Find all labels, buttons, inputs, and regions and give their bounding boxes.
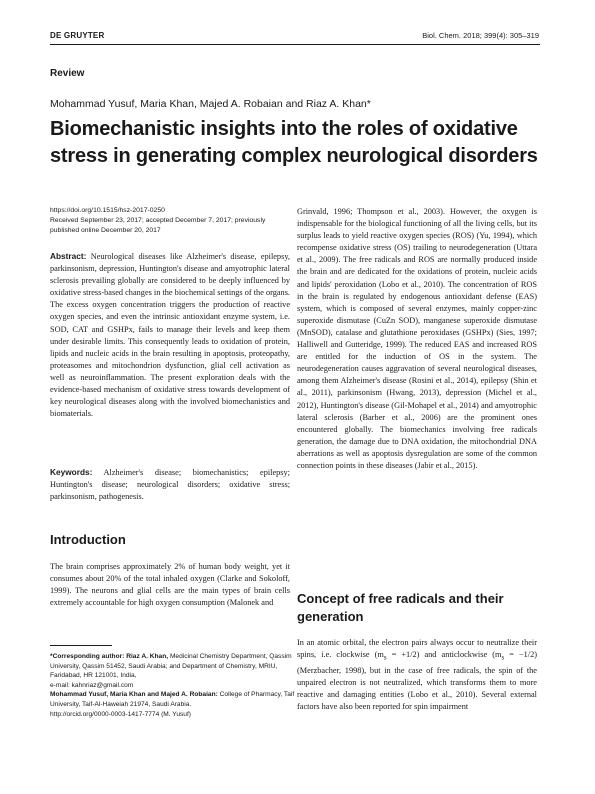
corresponding-author-affiliation: Medicinal Chemistry Department, Qassim University, Qassim 51452, Saudi Arabia; and Department of Chemistry, MRIU, Faridabad, HR 121001, India,: [50, 653, 292, 680]
introduction-text: The brain comprises approximately 2% of human body weight, yet it consumes about 20% of the total inhaled oxygen (Clarke and Sokoloff, 1999). The neurons and glial cells are the main types of brain cells extremely accountable for high oxygen consumption (Malonek and: [50, 562, 290, 608]
abstract: [50, 250, 290, 420]
concept-text-part-2: = +1/2) and anticlockwise (m: [386, 650, 502, 660]
keywords: [50, 466, 290, 503]
abstract-text: Neurological diseases like Alzheimer's disease, epilepsy, parkinsonism, depression, Huntington's disease and amyotrophic lateral sclerosis prevailing globally are considered to be deeply influenced by oxidative stress-based changes in the biochemical settings of the organs. The excess oxygen concentration triggers the production of reactive oxygen species, and even the intrinsic antioxidant enzyme system, i.e. SOD, CAT and GSHPx, fails to manage their levels and keep them under desirable limits. This consequently leads to oxidation of protein, lipids and nucleic acids in the brain resulting in apoptosis, proteopathy, proteasomes and mitochondrion dysfunction, glial cell activation as well as neuroinflammation. The present exploration deals with the evidence-based mechanism of oxidative stress towards development of key neurological diseases along with the involved biomechanistics and biomaterials.: [50, 252, 290, 419]
header-rule: [50, 44, 540, 45]
orcid-link[interactable]: http://orcid.org/0000-0003-1417-7774 (M. Yusuf): [50, 710, 191, 718]
spin-subscript-1: s: [383, 654, 387, 662]
footnote: [50, 652, 295, 719]
keywords-label: Keywords:: [50, 467, 93, 477]
corresponding-author-label: *Corresponding author: Riaz A. Khan,: [50, 653, 169, 660]
article-type-label: Review: [50, 68, 85, 79]
article-meta: [50, 206, 290, 236]
co-authors-affiliation: College of Pharmacy, Taif University, Taif-Al-Haweiah 21974, Saudi Arabia.: [50, 691, 295, 708]
keywords-text: Alzheimer's disease; biomechanistics; epilepsy; Huntington's disease; neurological disorders; oxidative stress; parkinsonism, pathogenesis.: [50, 468, 290, 502]
concept-text-part-3: = −1/2) (Merzbacher, 1998), but in the case of free radicals, the spin of the unpaired electron is not neutralized, which transforms them to more reactive and damaging entities (Lobo et al., 2010). Several external factors have also been reported for spin impairment: [297, 650, 537, 712]
spin-subscript-2: s: [501, 654, 505, 662]
co-authors-label: Mohammad Yusuf, Maria Khan and Majed A. Robaian:: [50, 691, 218, 699]
abstract-label: Abstract:: [50, 251, 87, 261]
publisher-name: DE GRUYTER: [50, 31, 105, 40]
concept-text-part-1: In an atomic orbital, the electron pairs always occur to neutralize their spins, i.e. clockwise (m: [297, 638, 537, 660]
concept-text: [297, 637, 537, 713]
introduction-heading: Introduction: [50, 532, 126, 547]
footnote-rule: [50, 645, 112, 646]
body-text-right-column: Grinvald, 1996; Thompson et al., 2003). However, the oxygen is indispensable for the biological functioning of all the living cells, but its surplus leads to yield reactive oxygen species (ROS) (Yu, 1994), which recompense oxidative stress (OS) trailing to neurodegeneration (Uttara et al., 2009). The free radicals and ROS are normally produced inside the brain and are dedicated for the oxidations of protein, nucleic acids and lipids' peroxidation (Lobo et al., 2010). The concentration of ROS in the brain is regulated by endogenous antioxidant defense (EAS) system, which is composed of several enzymes, mainly copper-zinc superoxide dismutase (CuZn SOD), manganese superoxide dismutase (MnSOD), catalase and glutathione peroxidases (GSHPx) (Sies, 1997; Halliwell and Gutteridge, 1999). The reduced EAS and increased ROS are entitled for the induction of OS in the system. The neurodegeneration causes aggravation of several neurological diseases, among them Alzheimer's disease (Rosini et al., 2014), epilepsy (Shin et al., 2011), parkinsonism (Hwang, 2013), depression (Michel et al., 2012), Huntington's disease (Gil-Mohapel et al., 2014) and amyotrophic lateral sclerosis (Barber et al., 2006) are the prominent ones encountered globally. The biomechanics involving free radicals generation, the damage due to DNA oxidation, the mitochondrial DNA aberrations as well as apoptosis dysregulation are some of the common connection points in these diseases (Jabir et al., 2015).: [297, 207, 537, 470]
journal-citation: Biol. Chem. 2018; 399(4): 305–319: [422, 31, 539, 40]
concept-heading: Concept of free radicals and their generation: [297, 591, 504, 624]
article-title: Biomechanistic insights into the roles of oxidative stress in generating complex neurological disorders: [50, 118, 538, 167]
author-list: Mohammad Yusuf, Maria Khan, Majed A. Robaian and Riaz A. Khan*: [50, 98, 371, 110]
corresponding-author-email[interactable]: e-mail: kahnriaz@gmail.com: [50, 681, 134, 689]
article-dates: Received September 23, 2017; accepted December 7, 2017; previously published online December 20, 2017: [50, 217, 266, 234]
doi-link[interactable]: https://doi.org/10.1515/hsz-2017-0250: [50, 207, 165, 214]
